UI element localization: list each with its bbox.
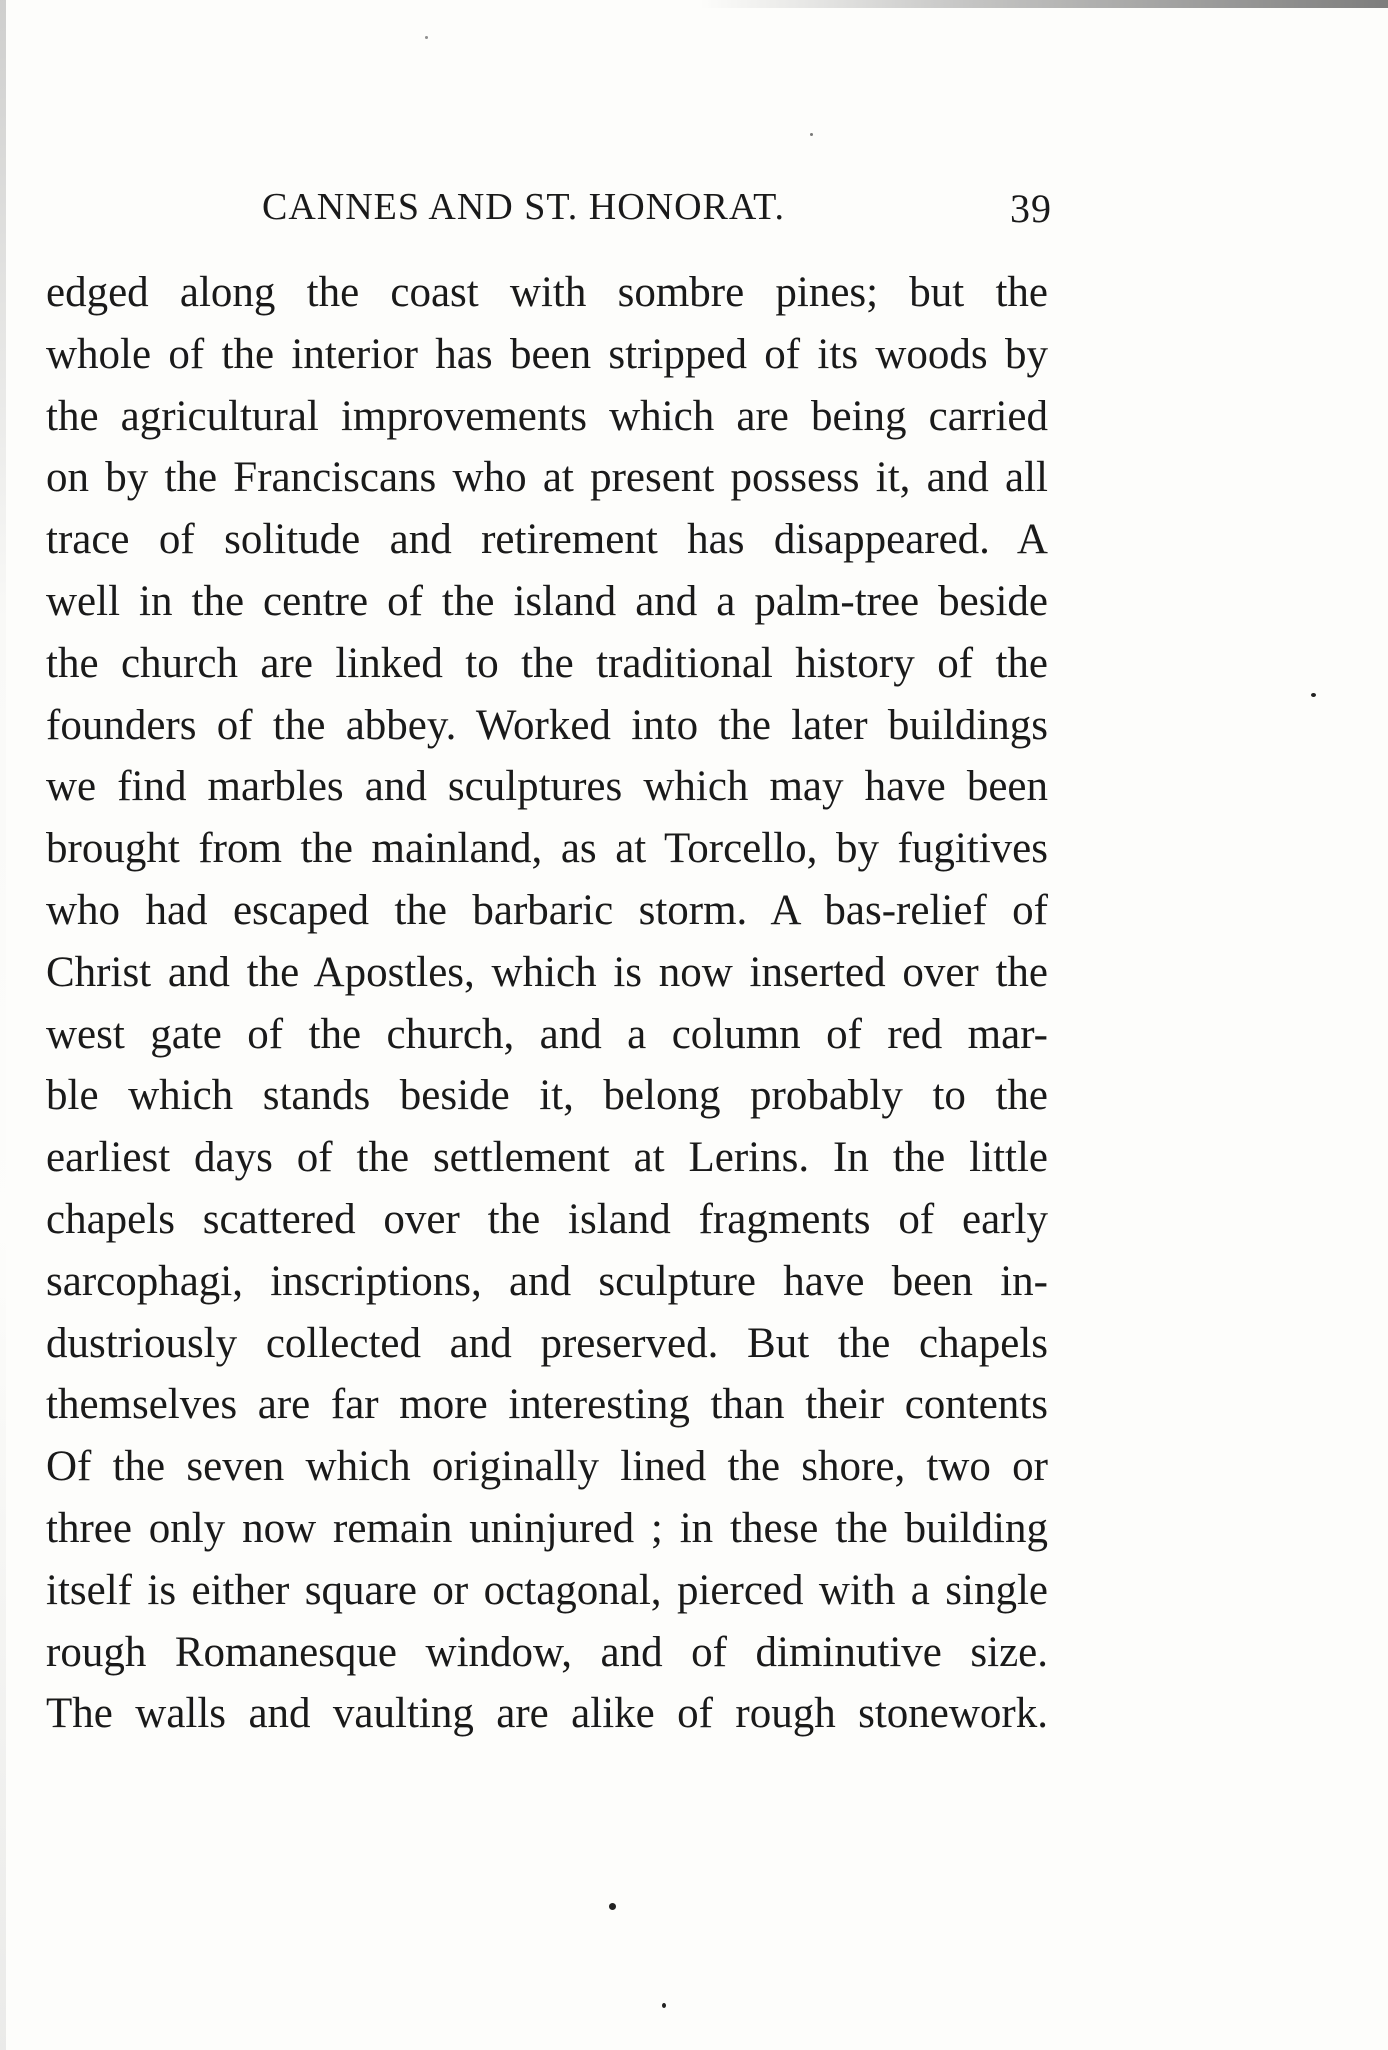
- text-line: Christ and the Apostles, which is now inserted over the: [46, 948, 1048, 996]
- text-line: sarcophagi, inscriptions, and sculpture have been in-: [46, 1257, 1048, 1305]
- text-line: founders of the abbey. Worked into the later buildings: [46, 701, 1048, 749]
- text-line: Of the seven which originally lined the shore, two or: [46, 1443, 1048, 1491]
- page-top-edge-shadow: [700, 0, 1388, 8]
- text-line: west gate of the church, and a column of red mar-: [46, 1010, 1048, 1058]
- text-line: the church are linked to the traditional history of the: [46, 639, 1048, 687]
- text-line: whole of the interior has been stripped of its woods by: [46, 330, 1048, 378]
- ink-speck: [810, 133, 813, 136]
- text-line: well in the centre of the island and a palm-tree beside: [46, 577, 1048, 625]
- text-line: edged along the coast with sombre pines; but the: [46, 269, 1048, 316]
- text-line: rough Romanesque window, and of diminutive size.: [46, 1628, 1048, 1676]
- text-line: trace of solitude and retirement has disappeared. A: [46, 516, 1048, 564]
- page-number: 39: [1010, 186, 1052, 231]
- text-line: earliest days of the settlement at Lerins. In the little: [46, 1134, 1048, 1182]
- text-line: we find marbles and sculptures which may have been: [46, 763, 1048, 811]
- ink-speck: [662, 2003, 666, 2008]
- ink-speck: [425, 36, 428, 39]
- text-line: ble which stands beside it, belong probably to the: [46, 1072, 1048, 1120]
- page-left-edge-shadow: [0, 0, 6, 2050]
- text-line: dustriously collected and preserved. But the chapels: [46, 1319, 1048, 1367]
- text-line: who had escaped the barbaric storm. A bas-relief of: [46, 886, 1048, 934]
- text-line: The walls and vaulting are alike of rough stonework.: [46, 1690, 1048, 1738]
- text-line: brought from the mainland, as at Torcello, by fugitives: [46, 825, 1048, 873]
- text-line: itself is either square or octagonal, pierced with a single: [46, 1566, 1048, 1614]
- ink-speck: [609, 1903, 616, 1910]
- text-line: themselves are far more interesting than their contents: [46, 1381, 1048, 1429]
- ink-speck: [1311, 693, 1316, 697]
- text-line: on by the Franciscans who at present possess it, and all: [46, 454, 1048, 502]
- text-line: three only now remain uninjured ; in these the building: [46, 1504, 1048, 1552]
- text-line: the agricultural improvements which are being carried: [46, 392, 1048, 440]
- body-text: [46, 262, 1048, 1745]
- running-head: [262, 185, 1052, 235]
- text-line: chapels scattered over the island fragments of early: [46, 1195, 1048, 1243]
- running-title: CANNES AND ST. HONORAT.: [262, 186, 786, 228]
